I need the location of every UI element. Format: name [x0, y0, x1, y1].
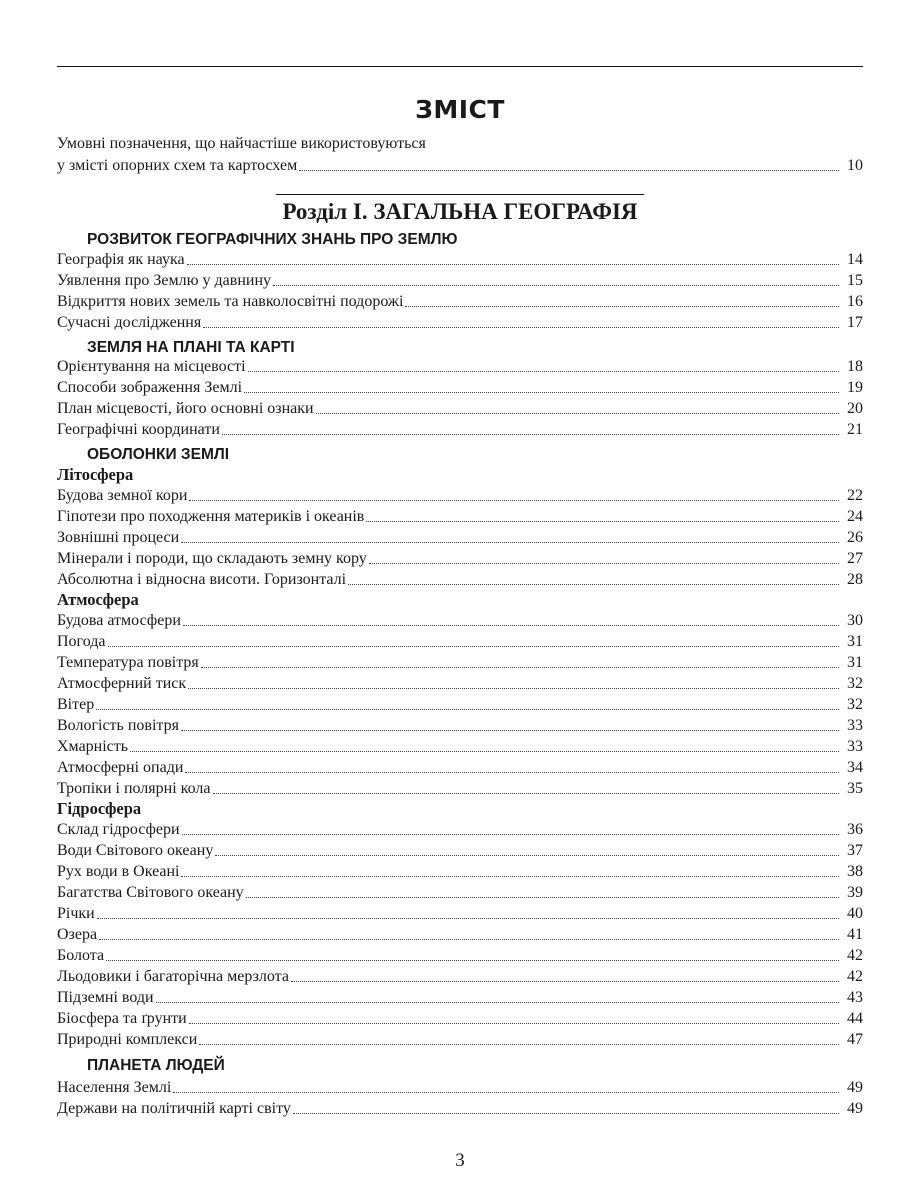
dot-leader	[108, 642, 840, 647]
toc-item-page: 34	[847, 759, 863, 776]
toc-item-page: 17	[847, 314, 863, 331]
toc-row[interactable]	[57, 903, 863, 924]
toc-row[interactable]	[57, 569, 863, 590]
toc-item-label: Підземні води	[57, 989, 154, 1006]
toc-item-label: Орієнтування на місцевості	[57, 358, 246, 375]
dot-leader	[185, 768, 839, 773]
toc-item-label: Температура повітря	[57, 654, 199, 671]
toc-item-page: 21	[847, 421, 863, 438]
toc-item-page: 32	[847, 696, 863, 713]
toc-row[interactable]	[57, 1098, 863, 1119]
toc-row[interactable]	[57, 610, 863, 631]
dot-leader	[99, 935, 839, 940]
dot-leader	[293, 1109, 839, 1114]
dot-leader	[203, 323, 839, 328]
dot-leader	[215, 851, 839, 856]
chapter-heading: ПЛАНЕТА ЛЮДЕЙ	[87, 1057, 225, 1074]
page-title: ЗМІСТ	[415, 95, 505, 124]
toc-item-page: 44	[847, 1010, 863, 1027]
dot-leader	[188, 684, 839, 689]
intro-line-1: Умовні позначення, що найчастіше використовуються	[57, 135, 426, 152]
toc-item-label: Рух води в Океані	[57, 863, 180, 880]
toc-item-label: План місцевості, його основні ознаки	[57, 400, 314, 417]
toc-item-page: 39	[847, 884, 863, 901]
toc-item-label: Атмосферні опади	[57, 759, 184, 776]
subsection-heading: Атмосфера	[57, 590, 139, 609]
toc-item-page: 49	[847, 1079, 863, 1096]
toc-item-page: 31	[847, 654, 863, 671]
top-rule	[57, 66, 863, 67]
toc-item-label: Географічні координати	[57, 421, 220, 438]
dot-leader	[248, 367, 839, 372]
subsection-heading: Гідросфера	[57, 799, 142, 818]
toc-item-label: Склад гідросфери	[57, 821, 180, 838]
dot-leader	[182, 830, 839, 835]
toc-row[interactable]	[57, 715, 863, 736]
dot-leader	[201, 663, 839, 668]
toc-item-label: Уявлення про Землю у давнину	[57, 272, 272, 289]
toc-item-page: 20	[847, 400, 863, 417]
subsection-heading: Літосфера	[57, 465, 134, 484]
toc-item-page: 16	[847, 293, 863, 310]
toc-row[interactable]	[57, 840, 863, 861]
dot-leader	[130, 747, 839, 752]
dot-leader	[183, 621, 839, 626]
toc-row[interactable]	[57, 485, 863, 506]
chapter-heading: РОЗВИТОК ГЕОГРАФІЧНИХ ЗНАНЬ ПРО ЗЕМЛЮ	[87, 231, 458, 248]
dot-leader	[316, 409, 839, 414]
toc-item-page: 22	[847, 487, 863, 504]
toc-item-label: Будова атмосфери	[57, 612, 181, 629]
dot-leader	[106, 956, 839, 961]
dot-leader	[97, 914, 839, 919]
toc-item-page: 10	[847, 157, 863, 174]
dot-leader	[273, 281, 839, 286]
toc-row[interactable]	[57, 548, 863, 569]
toc-item-page: 28	[847, 571, 863, 588]
toc-row[interactable]	[57, 966, 863, 987]
toc-item-label: Вологість повітря	[57, 717, 179, 734]
section-title	[0, 194, 920, 226]
toc-row[interactable]	[57, 312, 863, 333]
toc-item-page: 31	[847, 633, 863, 650]
chapter-heading: ЗЕМЛЯ НА ПЛАНІ ТА КАРТІ	[87, 339, 295, 356]
toc-item-page: 36	[847, 821, 863, 838]
toc-item-page: 19	[847, 379, 863, 396]
toc-item-label: Абсолютна і відносна висоти. Горизонталі	[57, 571, 347, 588]
toc-item-label: Географія як наука	[57, 251, 185, 268]
toc-row-intro[interactable]	[57, 155, 863, 176]
toc-row[interactable]	[57, 1029, 863, 1050]
toc-item-label: Населення Землі	[57, 1079, 172, 1096]
toc-item-label: Хмарність	[57, 738, 129, 755]
toc-row[interactable]	[57, 249, 863, 270]
dot-leader	[222, 430, 839, 435]
dot-leader	[244, 388, 839, 393]
toc-item-page: 32	[847, 675, 863, 692]
toc-item-label: Озера	[57, 926, 98, 943]
dot-leader	[189, 1019, 839, 1024]
dot-leader	[189, 496, 839, 501]
toc-item-label: Льодовики і багаторічна мерзлота	[57, 968, 289, 985]
toc-row[interactable]	[57, 945, 863, 966]
toc-item-page: 33	[847, 738, 863, 755]
toc-row[interactable]	[57, 291, 863, 312]
dot-leader	[348, 580, 839, 585]
dot-leader	[246, 893, 839, 898]
toc-row[interactable]	[57, 882, 863, 903]
dot-leader	[181, 872, 839, 877]
toc-row[interactable]	[57, 861, 863, 882]
toc-item-page: 18	[847, 358, 863, 375]
toc-item-label: Сучасні дослідження	[57, 314, 202, 331]
toc-item-label: Погода	[57, 633, 106, 650]
dot-leader	[291, 977, 839, 982]
toc-item-page: 27	[847, 550, 863, 567]
toc-item-label: Атмосферний тиск	[57, 675, 187, 692]
toc-item-page: 35	[847, 780, 863, 797]
dot-leader	[199, 1040, 839, 1045]
toc-item-page: 47	[847, 1031, 863, 1048]
dot-leader	[173, 1088, 839, 1093]
dot-leader	[369, 559, 839, 564]
dot-leader	[405, 302, 839, 307]
chapter-heading: ОБОЛОНКИ ЗЕМЛІ	[87, 446, 230, 463]
toc-row[interactable]	[57, 652, 863, 673]
toc-item-label: Води Світового океану	[57, 842, 214, 859]
toc-item-label: Річки	[57, 905, 95, 922]
toc-item-page: 42	[847, 947, 863, 964]
toc-row[interactable]	[57, 419, 863, 440]
toc-row[interactable]	[57, 506, 863, 527]
toc-row[interactable]	[57, 924, 863, 945]
toc-row[interactable]	[57, 631, 863, 652]
toc-item-label: Відкриття нових земель та навколосвітні подорожі	[57, 293, 404, 310]
toc-item-label: Будова земної кори	[57, 487, 188, 504]
page-number: 3	[455, 1150, 465, 1171]
toc-item-label: Держави на політичній карті світу	[57, 1100, 291, 1117]
toc-row[interactable]	[57, 1008, 863, 1029]
toc-item-label: Болота	[57, 947, 105, 964]
toc-item-label: Вітер	[57, 696, 95, 713]
toc-item-page: 24	[847, 508, 863, 525]
toc-item-page: 37	[847, 842, 863, 859]
toc-item-label: Мінерали і породи, що складають земну кору	[57, 550, 367, 567]
toc-item-page: 33	[847, 717, 863, 734]
toc-item-page: 14	[847, 251, 863, 268]
toc-item-label: Гіпотези про походження материків і океанів	[57, 508, 365, 525]
toc-item-label: Багатства Світового океану	[57, 884, 244, 901]
toc-row[interactable]	[57, 527, 863, 548]
toc-item-page: 15	[847, 272, 863, 289]
toc-row[interactable]	[57, 819, 863, 840]
toc-item-page: 30	[847, 612, 863, 629]
dot-leader	[96, 705, 839, 710]
toc-item-page: 43	[847, 989, 863, 1006]
toc-row[interactable]	[57, 757, 863, 778]
toc-item-page: 41	[847, 926, 863, 943]
toc-item-page: 38	[847, 863, 863, 880]
dot-leader	[156, 998, 839, 1003]
toc-row[interactable]	[57, 270, 863, 291]
dot-leader	[187, 260, 839, 265]
dot-leader	[181, 538, 839, 543]
toc-row[interactable]	[57, 377, 863, 398]
dot-leader	[213, 789, 840, 794]
toc-row[interactable]	[57, 673, 863, 694]
section-title-text: Розділ I. ЗАГАЛЬНА ГЕОГРАФІЯ	[276, 194, 643, 226]
dot-leader	[181, 726, 839, 731]
dot-leader	[366, 517, 839, 522]
dot-leader	[299, 166, 839, 171]
toc-item-label: Біосфера та ґрунти	[57, 1010, 187, 1027]
toc-item-page: 40	[847, 905, 863, 922]
toc-row[interactable]	[57, 694, 863, 715]
toc-item-page: 26	[847, 529, 863, 546]
toc-row[interactable]	[57, 987, 863, 1008]
toc-row[interactable]	[57, 356, 863, 377]
toc-row[interactable]	[57, 398, 863, 419]
toc-item-page: 49	[847, 1100, 863, 1117]
toc-row[interactable]	[57, 736, 863, 757]
toc-row[interactable]	[57, 1077, 863, 1098]
toc-item-label: Зовнішні процеси	[57, 529, 180, 546]
toc-item-label: Тропіки і полярні кола	[57, 780, 211, 797]
toc-item-label: у змісті опорних схем та картосхем	[57, 157, 298, 174]
toc-item-label: Природні комплекси	[57, 1031, 198, 1048]
toc-row[interactable]	[57, 778, 863, 799]
toc-item-page: 42	[847, 968, 863, 985]
toc-item-label: Способи зображення Землі	[57, 379, 243, 396]
